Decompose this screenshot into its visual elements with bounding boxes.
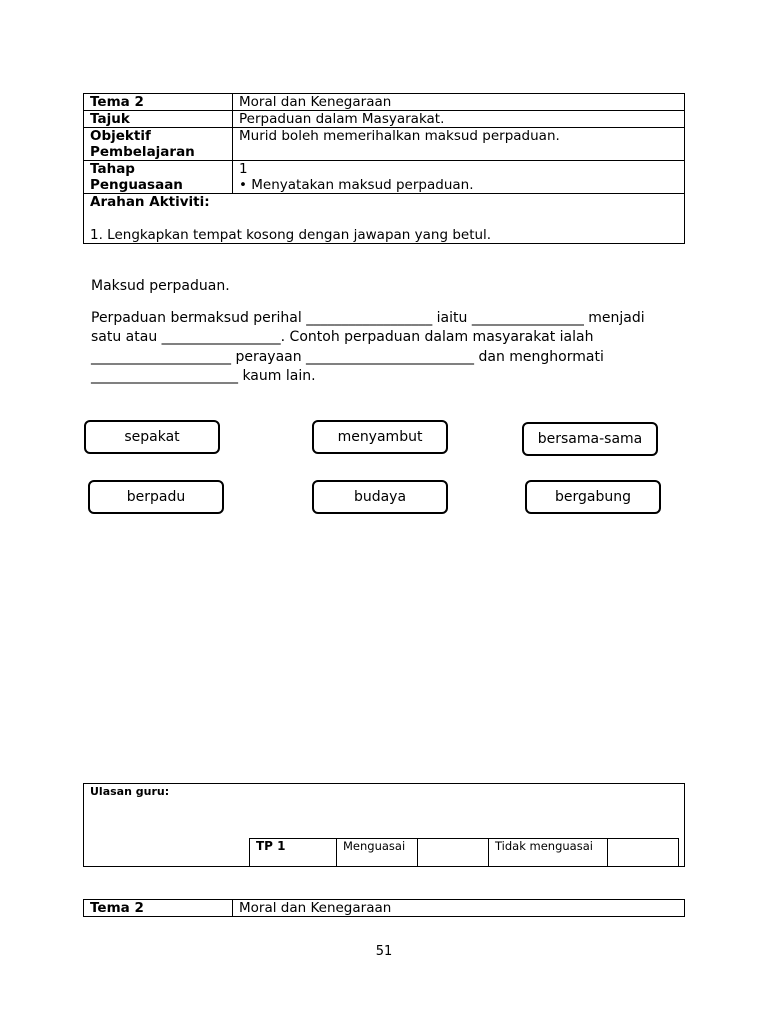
option-master-checkbox[interactable] [418, 839, 489, 867]
row-label: Objektif Pembelajaran [84, 128, 233, 161]
row-value: Moral dan Kenegaraan [233, 94, 685, 111]
remark-label: Ulasan guru: [90, 785, 170, 798]
row-value: Murid boleh memerihalkan maksud perpaduan. [233, 128, 685, 161]
option-not-master-checkbox[interactable] [608, 839, 679, 867]
word-card[interactable]: bergabung [525, 480, 661, 514]
page-number: 51 [375, 944, 393, 959]
table-row [84, 161, 685, 194]
row-value: Perpaduan dalam Masyarakat. [233, 111, 685, 128]
table-row [250, 839, 679, 867]
word-card[interactable]: menyambut [312, 420, 448, 454]
word-card[interactable]: berpadu [88, 480, 224, 514]
option-not-master-label: Tidak menguasai [489, 839, 608, 867]
footer-table [83, 899, 685, 917]
row-value: 1 • Menyatakan maksud perpaduan. [233, 161, 685, 194]
paragraph-line: _____________________ kaum lain. [91, 367, 316, 384]
table-row [84, 128, 685, 161]
row-value: Moral dan Kenegaraan [233, 900, 685, 917]
row-label: Tahap Penguasaan [84, 161, 233, 194]
option-master-label: Menguasai [337, 839, 418, 867]
teacher-remark-box [83, 783, 685, 867]
table-row [84, 900, 685, 917]
section-title: Maksud perpaduan. [91, 278, 230, 294]
instructions-item: 1. Lengkapkan tempat kosong dengan jawapan yang betul. [90, 227, 492, 243]
lesson-info-table [83, 93, 685, 244]
word-card[interactable]: bersama-sama [522, 422, 658, 456]
row-label: Tema 2 [84, 900, 233, 917]
word-card[interactable]: budaya [312, 480, 448, 514]
row-label: Tema 2 [84, 94, 233, 111]
word-card[interactable]: sepakat [84, 420, 220, 454]
fill-in-paragraph [91, 309, 671, 386]
paragraph-line: Perpaduan bermaksud perihal __________________ iaitu ________________ menjadi [91, 310, 645, 326]
row-label: Tajuk [84, 111, 233, 128]
mastery-table [249, 838, 679, 867]
paragraph-line: satu atau _________________. Contoh perpaduan dalam masyarakat ialah [91, 329, 594, 346]
table-row [84, 194, 685, 244]
instructions-cell [84, 194, 685, 244]
table-row [84, 94, 685, 111]
paragraph-line: ____________________ perayaan ________________________ dan menghormati [91, 348, 604, 365]
instructions-title: Arahan Aktiviti: [90, 194, 210, 210]
tp-label: TP 1 [250, 839, 337, 867]
table-row [84, 111, 685, 128]
